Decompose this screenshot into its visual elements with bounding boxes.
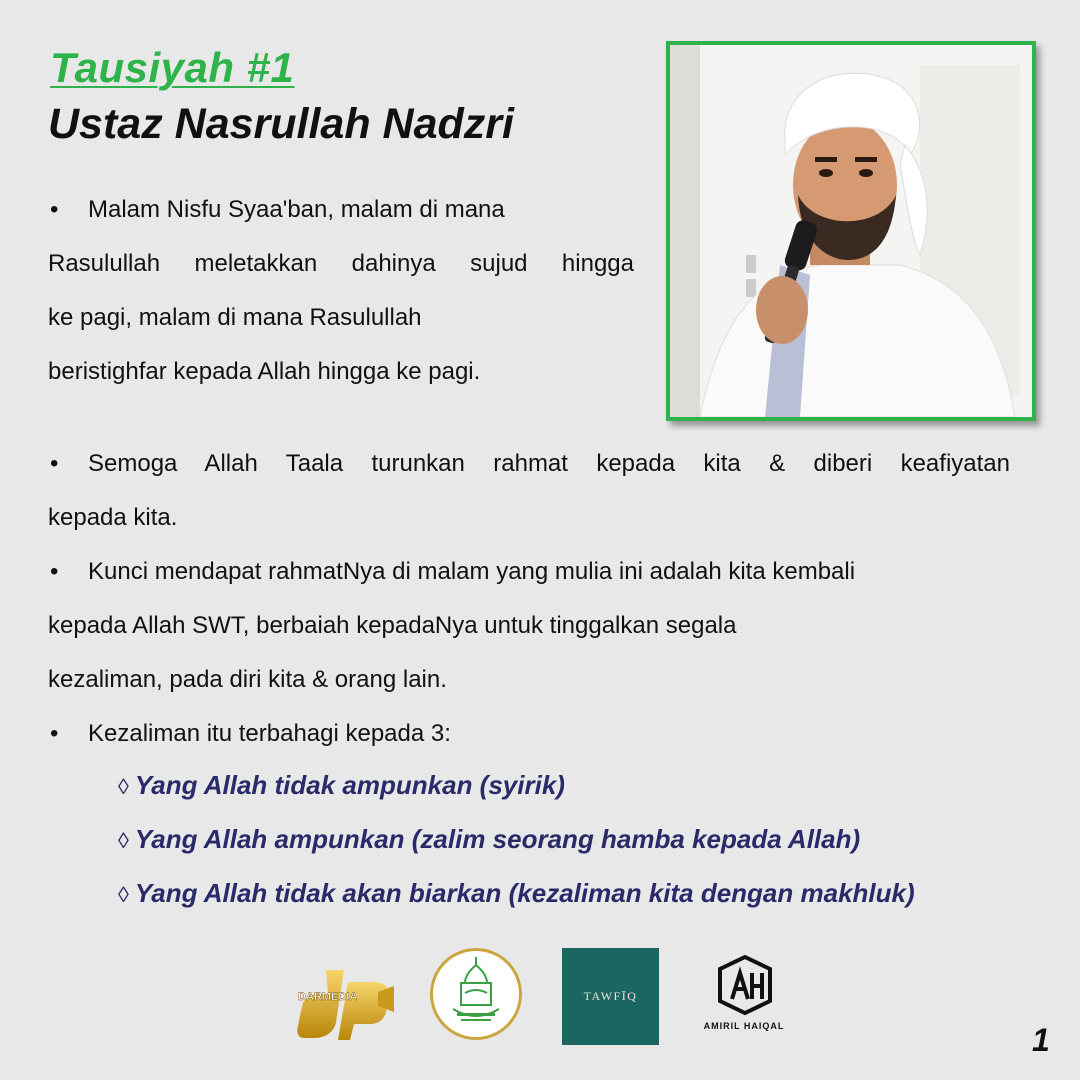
speaker-name: Ustaz Nasrullah Nadzri [48,100,514,148]
point-1-line-1 [48,183,634,237]
point-4 [48,707,1010,761]
point-3 [48,545,1010,707]
subpoint-1 [118,770,565,801]
point-2-text-1: Semoga Allah Taala turunkan rahmat kepada kita & diberi keafiyatan [88,450,1010,477]
point-3-line-2: kepada Allah SWT, berbaiah kepadaNya untuk tinggalkan segala [48,612,737,639]
point-3-text-1: Kunci mendapat rahmatNya di malam yang mulia ini adalah kita kembali [88,558,856,585]
point-4-text-1: Kezaliman itu terbahagi kepada 3: [88,720,451,747]
point-1-line-4: beristighfar kepada Allah hingga ke pagi. [48,358,481,385]
diamond-icon: ◊ [118,828,129,853]
subpoint-3 [118,878,915,909]
bullet-icon: • [50,450,59,477]
darmedia-logo [296,962,396,1042]
point-3-line-3: kezaliman, pada diri kita & orang lain. [48,666,447,693]
svg-text:DARMEDIA: DARMEDIA [298,991,358,1003]
subpoint-2-text: Yang Allah ampunkan (zalim seorang hamba kepada Allah) [134,824,861,854]
point-2-line-1 [48,437,1010,491]
speaker-photo-illustration [670,45,1032,417]
point-4-line-1 [48,707,1010,761]
diamond-icon: ◊ [118,774,129,799]
point-1 [48,183,634,399]
point-3-line-1 [48,545,1010,599]
diamond-icon: ◊ [118,882,129,907]
tawfiq-logo [562,948,659,1045]
series-title: Tausiyah #1 [50,44,295,91]
majlis-ilmu-logo [430,948,522,1040]
amiril-haiqal-label: AMIRIL HAIQAL [703,1021,785,1031]
bullet-icon: • [50,196,59,223]
bullet-icon: • [50,558,59,585]
tawfiq-logo-text: TAWFĪQ [583,989,638,1003]
majlis-ilmu-logo-icon [433,951,519,1037]
subpoint-1-text: Yang Allah tidak ampunkan (syirik) [134,770,565,800]
subpoint-2 [118,824,860,855]
speaker-photo [666,41,1036,421]
point-2-line-2: kepada kita. [48,504,178,531]
point-1-text-1: Malam Nisfu Syaa'ban, malam di mana [88,196,505,223]
point-2 [48,437,1010,545]
darmedia-logo-icon [296,962,396,1042]
point-1-line-2: Rasulullah meletakkan dahinya sujud hingga [48,250,634,277]
page-number: 1 [1032,1022,1050,1058]
bullet-icon: • [50,720,59,747]
ah-monogram-icon [700,955,790,1017]
subpoint-3-text: Yang Allah tidak akan biarkan (kezaliman kita dengan makhluk) [134,878,915,908]
point-1-line-3: ke pagi, malam di mana Rasulullah [48,304,422,331]
